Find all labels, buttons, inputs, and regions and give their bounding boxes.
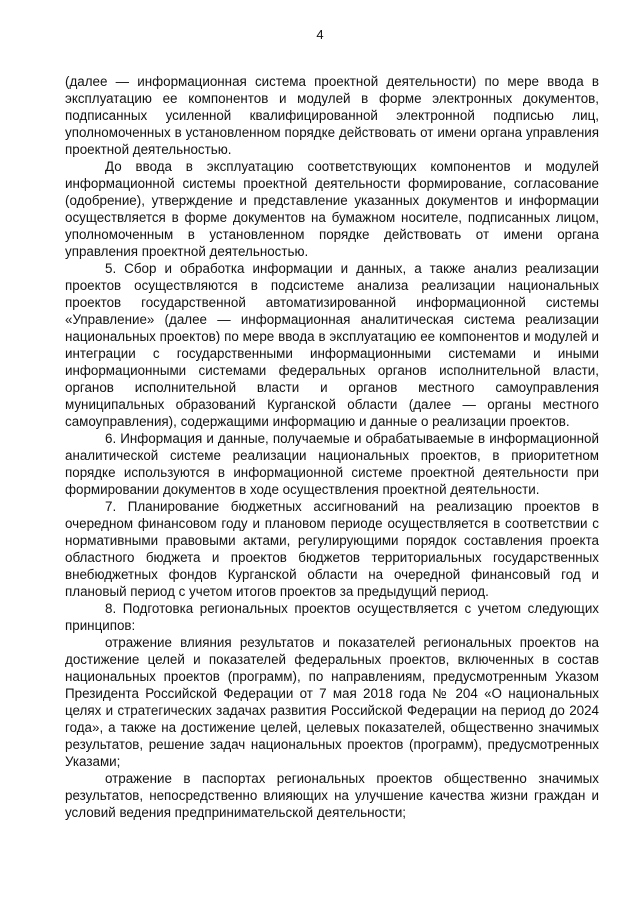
paragraph-continuation: (далее — информационная система проектной деятельности) по мере ввода в эксплуатацию ее компонентов и модулей в форме электронных документов, подписанных усиленной квалифицированной электронной подписью лиц, уполномоченных в установленном порядке действовать от имени органа управления проектной деятельностью. bbox=[65, 74, 599, 157]
paragraph-before-commissioning: До ввода в эксплуатацию соответствующих компонентов и модулей информационной системы проектной деятельности формирование, согласование (одобрение), утверждение и представление указанных документов и информации осуществляется в форме документов на бумажном носителе, подписанных лицом, уполномоченным в установленном порядке действовать от имени органа управления проектной деятельностью. bbox=[65, 159, 599, 259]
paragraph-principle-2: отражение в паспортах региональных проектов общественно значимых результатов, непосредственно влияющих на улучшение качества жизни граждан и условий ведения предпринимательской деятельности; bbox=[65, 771, 599, 820]
paragraph-item-7: 7. Планирование бюджетных ассигнований на реализацию проектов в очередном финансовом году и плановом периоде осуществляется в соответствии с нормативными правовыми актами, регулирующими порядок составления проекта областного бюджета и проектов бюджетов территориальных государственных внебюджетных фондов Курганской области на очередной финансовый год и плановый период с учетом итогов проектов за предыдущий период. bbox=[65, 499, 599, 599]
paragraph-item-6: 6. Информация и данные, получаемые и обрабатываемые в информационной аналитической системе реализации национальных проектов, в приоритетном порядке используются в информационной системе проектной деятельности при формировании документов в ходе осуществления проектной деятельности. bbox=[65, 431, 599, 497]
page-number: 4 bbox=[316, 27, 324, 42]
paragraph-principle-1: отражение влияния результатов и показателей региональных проектов на достижение целей и показателей федеральных проектов, включенных в состав национальных проектов (программ), по направлениям, предусмотренным Указом Президента Российской Федерации от 7 мая 2018 года № 204 «О национальных целях и стратегических задачах развития Российской Федерации на период до 2024 года», а также на достижение целей, целевых показателей, общественно значимых результатов, решение задач национальных проектов (программ), предусмотренных Указами; bbox=[65, 635, 599, 769]
document-body bbox=[65, 73, 599, 821]
paragraph-item-5: 5. Сбор и обработка информации и данных, а также анализ реализации проектов осуществляются в подсистеме анализа реализации национальных проектов государственной автоматизированной информационной системы «Управление» (далее — информационная аналитическая система реализации национальных проектов) по мере ввода в эксплуатацию ее компонентов и модулей и интеграции с государственными информационными системами и иными информационными системами федеральных органов исполнительной власти, органов исполнительной власти и органов местного самоуправления муниципальных образований Курганской области (далее — органы местного самоуправления), содержащими информацию и данные о реализации проектов. bbox=[65, 261, 599, 429]
paragraph-item-8: 8. Подготовка региональных проектов осуществляется с учетом следующих принципов: bbox=[65, 601, 599, 633]
